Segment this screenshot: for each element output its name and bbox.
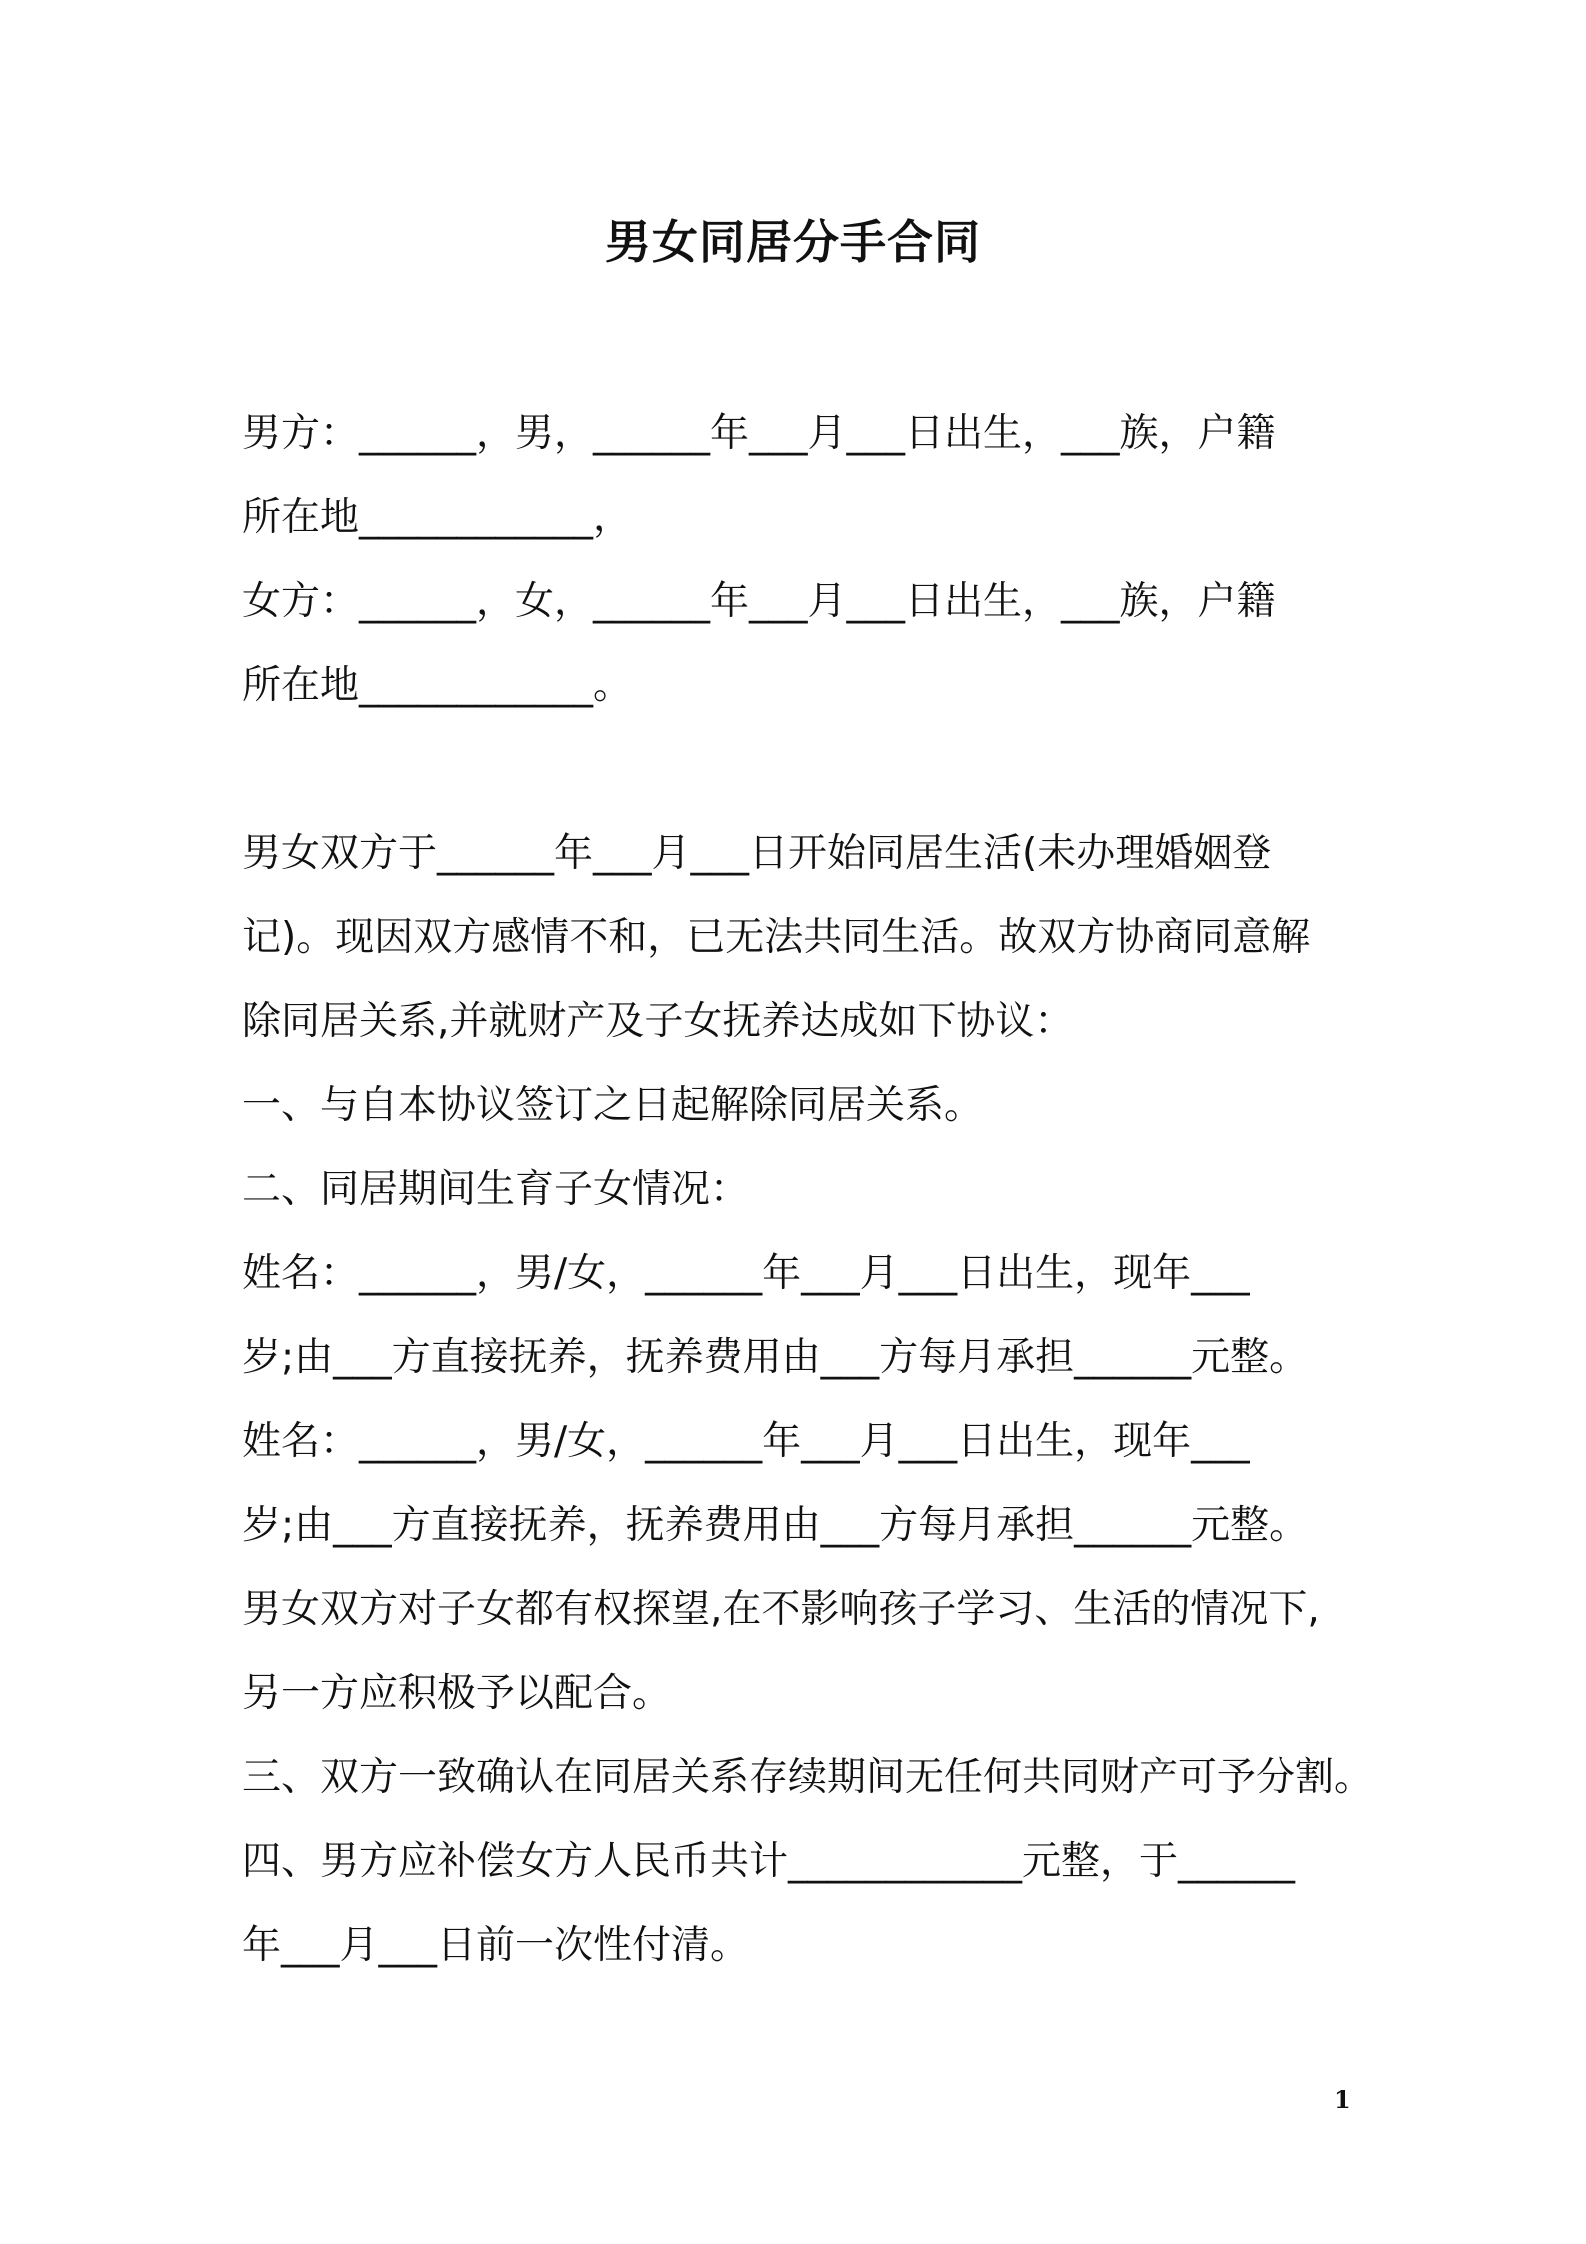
clause-four-line-1: 四、男方应补偿女方人民币共计____________元整，于______	[242, 1839, 1296, 1884]
male-party-address-line: 所在地____________，	[242, 495, 633, 540]
child-one-line-2: 岁;由___方直接抚养，抚养费用由___方每月承担______元整。	[242, 1335, 1309, 1380]
female-party-address-line: 所在地____________。	[242, 663, 633, 708]
visitation-line-1: 男女双方对子女都有权探望,在不影响孩子学习、生活的情况下,	[242, 1587, 1320, 1632]
intro-paragraph-line-2: 记)。现因双方感情不和，已无法共同生活。故双方协商同意解	[242, 915, 1311, 960]
clause-three: 三、双方一致确认在同居关系存续期间无任何共同财产可予分割。	[242, 1755, 1374, 1800]
clause-two-heading: 二、同居期间生育子女情况：	[242, 1167, 750, 1212]
visitation-line-2: 另一方应积极予以配合。	[242, 1671, 672, 1716]
male-party-line: 男方：______，男，______年___月___日出生，___族，户籍	[242, 411, 1276, 456]
intro-paragraph-line-3: 除同居关系,并就财产及子女抚养达成如下协议：	[242, 999, 1074, 1044]
child-two-line-2: 岁;由___方直接抚养，抚养费用由___方每月承担______元整。	[242, 1503, 1309, 1548]
page-number: 1	[1334, 2085, 1351, 2114]
clause-four-line-2: 年___月___日前一次性付清。	[242, 1923, 750, 1968]
document-title: 男女同居分手合同	[605, 215, 981, 269]
female-party-line: 女方：______，女，______年___月___日出生，___族，户籍	[242, 579, 1276, 624]
child-one-line-1: 姓名：______，男/女，______年___月___日出生，现年___	[242, 1251, 1250, 1296]
intro-paragraph-line-1: 男女双方于______年___月___日开始同居生活(未办理婚姻登	[242, 831, 1272, 876]
clause-one: 一、与自本协议签订之日起解除同居关系。	[242, 1083, 984, 1128]
child-two-line-1: 姓名：______，男/女，______年___月___日出生，现年___	[242, 1419, 1250, 1464]
